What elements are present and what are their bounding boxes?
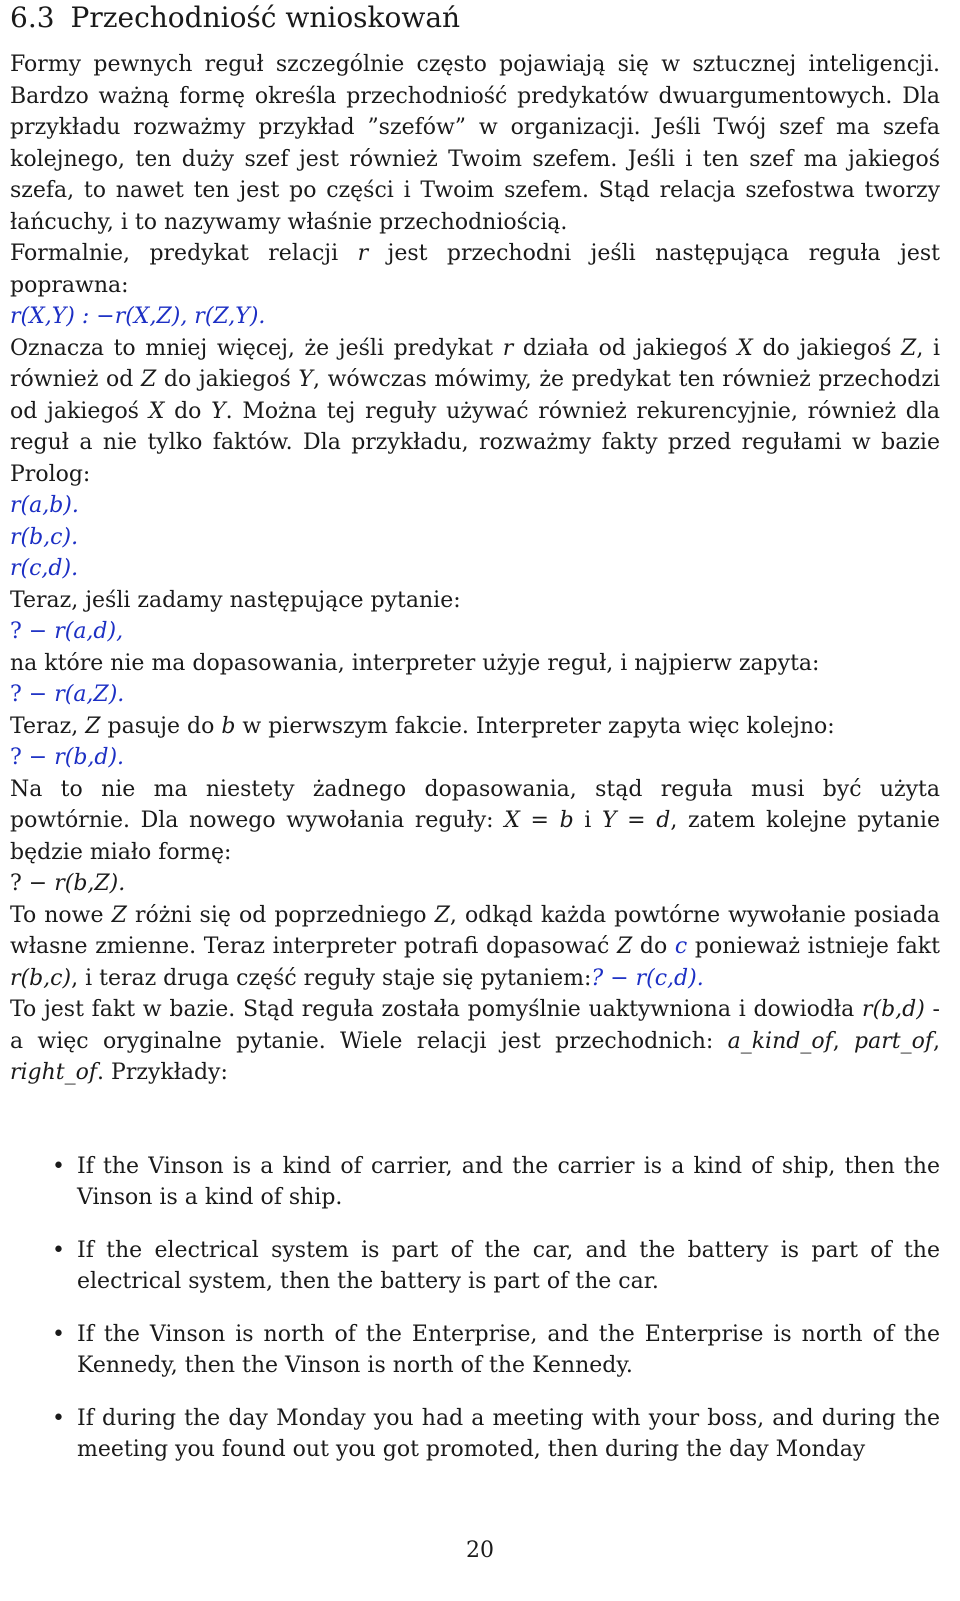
examples-list (10, 1151, 940, 1466)
text-span: do jakiegoś (156, 367, 299, 392)
list-item: • If the electrical system is part of the car, and the battery is part of the electrical system, then the battery is part of the car. (10, 1235, 940, 1298)
math-var: X (737, 335, 753, 361)
query-prefix: ? − (10, 871, 55, 896)
text-span: Oznacza to mniej więcej, że jeśli predykat (10, 335, 503, 361)
math-var: r (502, 335, 514, 361)
text-span: jest przechodni jeśli następująca reguła jest poprawna: (10, 241, 940, 298)
section-title: Przechodniość wnioskowań (70, 1, 461, 34)
math-term: a_kind_of (727, 1028, 833, 1054)
query-term: r(a,Z). (54, 682, 125, 707)
query-prefix: ? − (10, 745, 55, 770)
paragraph-intro: Formy pewnych reguł szczególnie często pojawiają się w sztucznej inteligencji. Bardzo ważną formę określa przechodniość predykatów dwuargumentowych. Dla przykładu rozważmy przykład ”szefów” w organizacji. Jeśli Twój szef ma szefa kolejnego, ten duży szef jest również Twoim szefem. Jeśli i ten szef ma jakiegoś szefa, to nawet ten jest po części i Twoim szefem. Stąd relacja szefostwa tworzy łańcuchy, i to nazywamy właśnie przechodniością. (10, 52, 940, 235)
query-term: r(b,Z). (54, 871, 126, 896)
text-span: , wówczas mówimy, że predykat ten również przechodzi od jakiegoś (10, 367, 940, 424)
query-line (10, 679, 940, 711)
query-term: r(a,d), (54, 619, 124, 644)
query-line (10, 868, 940, 900)
section-number: 6.3 (10, 1, 55, 34)
text-span: działa od jakiegoś (513, 335, 738, 361)
math-term: r(b,d) (861, 997, 925, 1022)
text-span: i (573, 808, 602, 833)
fact-line: r(c,d). (10, 556, 79, 581)
text-span: . Można tej reguły używać również rekurencyjnie, również dla reguł a nie tylko faktów. Dla przykładu, rozważmy fakty przed regułami w bazie Prolog: (10, 398, 940, 487)
math-equation: X = b (504, 808, 574, 833)
transitivity-rule: r(X,Y) : −r(X,Z), r(Z,Y). (10, 304, 266, 329)
text-span: , i teraz druga część reguły staje się pytaniem: (71, 965, 592, 991)
math-equation: Y = d (601, 808, 671, 833)
fact-line: r(b,c). (10, 524, 79, 550)
code-query: ? − r(c,d). (591, 965, 704, 991)
paragraph-conclusion (10, 994, 940, 1089)
text-span: do (632, 934, 675, 959)
paragraph-formal (10, 238, 940, 301)
text-span: , i również od (10, 335, 940, 392)
text-span: To jest fakt w bazie. Stąd reguła została pomyślnie uaktywniona i dowiodła (10, 997, 862, 1022)
math-term: r(b,c) (10, 965, 72, 991)
query-line (10, 616, 940, 648)
math-var: X (148, 398, 165, 424)
text-span: - a więc oryginalne pytanie. Wiele relacji jest przechodnich: (10, 997, 940, 1054)
text-span: do (164, 398, 212, 424)
list-item: • If during the day Monday you had a meeting with your boss, and during the meeting you found out you got promoted, then during the day Monday (10, 1403, 940, 1466)
text-span: pasuje do (100, 713, 222, 739)
math-var: Z (85, 713, 101, 739)
math-term: right_of (10, 1060, 98, 1085)
math-var: Z (616, 934, 633, 959)
math-var: Z (901, 335, 917, 361)
fact-line: r(a,b). (10, 493, 79, 518)
paragraph-reapply (10, 774, 940, 869)
query-line (10, 742, 940, 774)
math-var: Y (211, 398, 226, 424)
query-prefix: ? − (10, 619, 55, 644)
text-span: Teraz, (10, 713, 86, 739)
code-term: c (674, 934, 688, 959)
query-term: r(b,d). (54, 745, 125, 770)
page-content (10, 0, 940, 1487)
math-var: Y (298, 367, 313, 392)
text-span: ponieważ istnieje fakt (687, 934, 940, 959)
math-var: Z (434, 902, 450, 928)
text-span: To nowe (10, 902, 112, 928)
text-span: Formalnie, predykat relacji (10, 241, 358, 266)
text-span: w pierwszym fakcie. Interpreter zapyta więc kolejno: (235, 713, 835, 739)
text-span: Na to nie ma niestety żadnego dopasowania, stąd reguła musi być użyta powtórnie. Dla nowego wywołania reguły: (10, 776, 940, 833)
query-intro: Teraz, jeśli zadamy następujące pytanie: (10, 587, 461, 613)
math-var: Z (111, 902, 127, 928)
no-match-text: na które nie ma dopasowania, interpreter użyje reguł, i najpierw zapyta: (10, 650, 820, 676)
text-span: , odkąd każda powtórne wywołanie posiada własne zmienne. Teraz interpreter potrafi dopasować (10, 902, 940, 959)
paragraph-new-z (10, 900, 940, 995)
text-span: różni się od poprzedniego (126, 902, 435, 928)
text-span: do jakiegoś (752, 335, 902, 361)
text-span: , (832, 1028, 855, 1054)
text-span: . Przykłady: (97, 1060, 228, 1085)
text-span: , (933, 1028, 940, 1054)
paragraph-explanation (10, 333, 940, 491)
section-heading (10, 0, 940, 35)
match-text (10, 711, 940, 743)
query-prefix: ? − (10, 682, 55, 707)
math-var: r (357, 241, 369, 266)
text-span: , zatem kolejne pytanie będzie miało formę: (10, 808, 940, 865)
list-item: • If the Vinson is north of the Enterprise, and the Enterprise is north of the Kennedy, then the Vinson is north of the Kennedy. (10, 1319, 940, 1382)
math-var: Z (140, 367, 157, 392)
page-number: 20 (466, 1538, 494, 1563)
list-item: • If the Vinson is a kind of carrier, and the carrier is a kind of ship, then the Vinson is a kind of ship. (10, 1151, 940, 1214)
math-term: part_of (854, 1028, 933, 1054)
math-var: b (221, 713, 236, 739)
